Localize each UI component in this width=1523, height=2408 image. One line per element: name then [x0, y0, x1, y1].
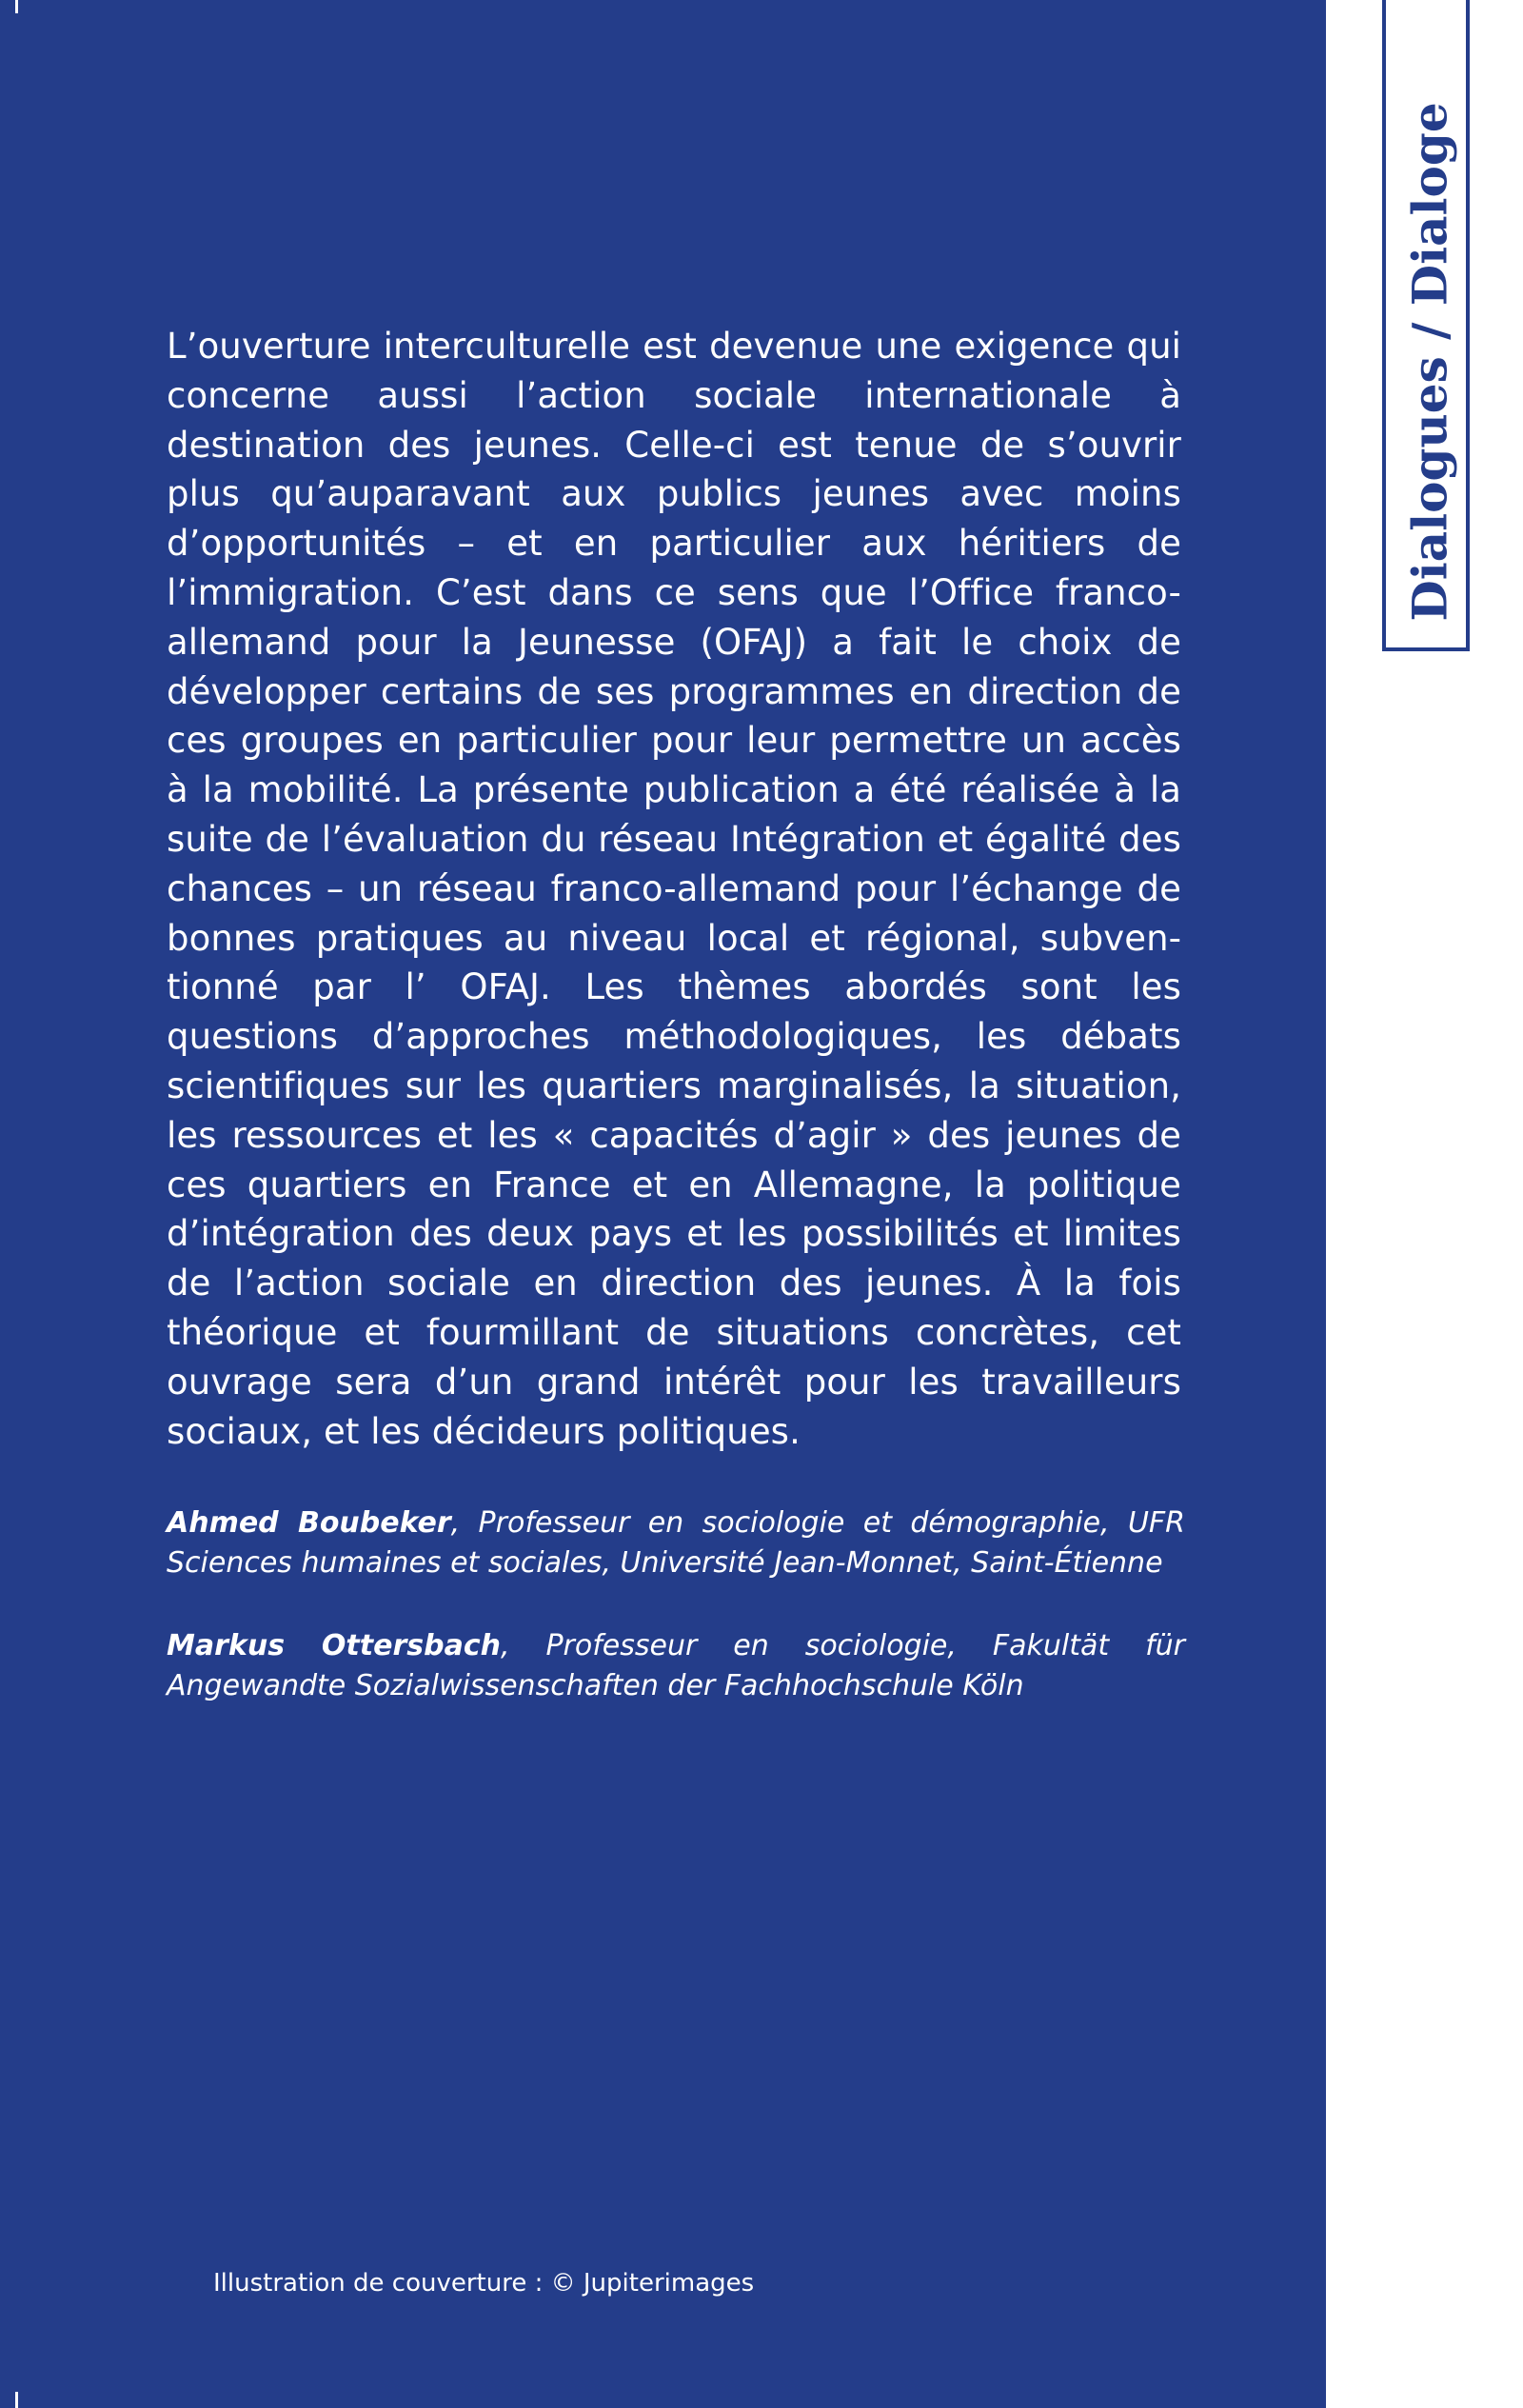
- author-affiliation: , Professeur en sociologie, Fakultät für Angewandte Sozialwissenschaften der Fachhochschule Köln: [167, 1629, 1185, 1702]
- series-title: Dialogues / Dialoge: [1401, 102, 1458, 622]
- author-name: Ahmed Boubeker: [167, 1506, 451, 1540]
- book-description: L’ouverture interculturelle est devenue une exigence qui concerne aussi l’action sociale internationale à destination des jeunes. Celle-ci est tenue de s’ouvrir plus qu’auparavant aux publics jeunes avec moins d’opportunités – et en particulier aux héritiers de l’immigration. C’est dans ce sens que l’Office franco-allemand pour la Jeunesse (OFAJ) a fait le choix de développer certains de ses programmes en direction de ces groupes en particulier pour leur permettre un accès à la mobilité. La présente publication a été réalisée à la suite de l’évaluation du réseau Intégration et égalité des chances – un réseau franco-allemand pour l’échange de bonnes pratiques au niveau local et régional, subventionné par l’ OFAJ. Les thèmes abordés sont les questions d’approches méthodologiques, les débats scientifiques sur les quartiers marginalisés, la situation, les ressources et les « capacités d’agir » des jeunes de ces quartiers en France et en Allemagne, la politique d’intégration des deux pays et les possibilités et limites de l’action sociale en direction des jeunes. À la fois théorique et fourmillant de situations concrètes, cet ouvrage sera d’un grand intérêt pour les travailleurs sociaux, et les décideurs politiques.: [167, 326, 1181, 1452]
- cover-illustration-credit: Illustration de couverture : © Jupiterimages: [213, 2269, 755, 2298]
- series-label-box: [1382, 0, 1470, 651]
- author-bio-ottersbach: [167, 1626, 1185, 1706]
- crop-mark-bottom: [15, 2392, 18, 2408]
- author-bio-boubeker: [167, 1503, 1185, 1583]
- author-affiliation: , Professeur en sociologie et démographie, UFR Sciences humaines et sociales, Université Jean-Monnet, Saint-Étienne: [167, 1506, 1186, 1580]
- crop-mark-top: [15, 0, 18, 13]
- author-name: Markus Ottersbach: [167, 1629, 501, 1662]
